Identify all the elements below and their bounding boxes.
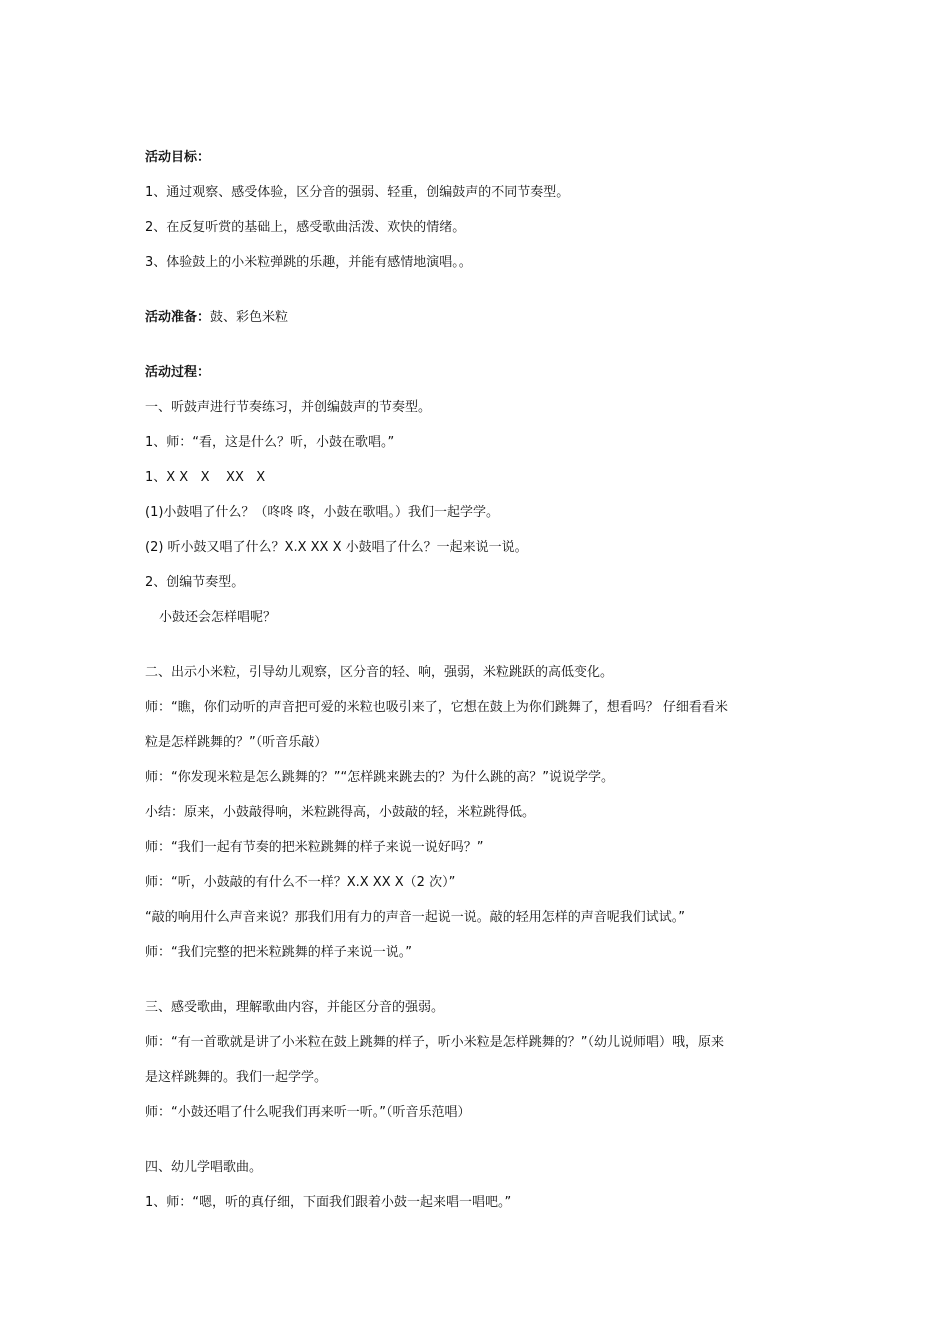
part2-line: 粒是怎样跳舞的？”（听音乐敲）	[145, 735, 328, 750]
goal-item-2: 2、在反复听赏的基础上，感受歌曲活泼、欢快的情绪。	[145, 220, 466, 235]
part2-line: 师：“瞧，你们动听的声音把可爱的米粒也吸引来了，它想在鼓上为你们跳舞了，想看吗？ 仔细看看米	[145, 700, 728, 715]
part1-line: (2) 听小鼓又唱了什么？X.X XX X 小鼓唱了什么？一起来说一说。	[145, 540, 528, 555]
prep-text: 鼓、彩色米粒	[210, 310, 289, 325]
part3-line: 是这样跳舞的。我们一起学学。	[145, 1070, 328, 1085]
prep-heading: 活动准备：	[145, 310, 211, 325]
part2-line: 师：“你发现米粒是怎么跳舞的？”“怎样跳来跳去的？为什么跳的高？”说说学学。	[145, 770, 614, 785]
process-heading: 活动过程：	[145, 365, 211, 380]
part2-line: 小结：原来，小鼓敲得响，米粒跳得高，小鼓敲的轻，米粒跳得低。	[145, 805, 536, 820]
part1-title: 一、听鼓声进行节奏练习，并创编鼓声的节奏型。	[145, 400, 432, 415]
part4-line: 1、师：“嗯，听的真仔细，下面我们跟着小鼓一起来唱一唱吧。”	[145, 1195, 512, 1210]
part1-line: 2、创编节奏型。	[145, 575, 245, 590]
goal-item-3: 3、体验鼓上的小米粒弹跳的乐趣，并能有感情地演唱。。	[145, 255, 472, 270]
document-page	[145, 148, 825, 1228]
part1-line: (1)小鼓唱了什么？（咚咚 咚，小鼓在歌唱。）我们一起学学。	[145, 505, 500, 520]
rhythm-line: 1、X X X XX X	[145, 470, 266, 485]
part2-line: “敲的响用什么声音来说？那我们用有力的声音一起说一说。敲的轻用怎样的声音呢我们试试。”	[145, 910, 685, 925]
part3-line: 师：“有一首歌就是讲了小米粒在鼓上跳舞的样子，听小米粒是怎样跳舞的？”（幼儿说师唱）哦，原来	[145, 1035, 724, 1050]
goals-heading: 活动目标：	[145, 150, 211, 165]
part2-title: 二、出示小米粒，引导幼儿观察，区分音的轻、响，强弱，米粒跳跃的高低变化。	[145, 665, 614, 680]
part3-line: 师：“小鼓还唱了什么呢我们再来听一听。”（听音乐范唱）	[145, 1105, 471, 1120]
part1-line: 1、师：“看，这是什么？听，小鼓在歌唱。”	[145, 435, 395, 450]
part1-line: 小鼓还会怎样唱呢？	[159, 610, 277, 625]
part2-line: 师：“听，小鼓敲的有什么不一样？X.X XX X（2 次）”	[145, 875, 456, 890]
part2-line: 师：“我们完整的把米粒跳舞的样子来说一说。”	[145, 945, 412, 960]
part2-line: 师：“我们一起有节奏的把米粒跳舞的样子来说一说好吗？”	[145, 840, 484, 855]
prep-line	[145, 308, 825, 328]
part4-title: 四、幼儿学唱歌曲。	[145, 1160, 263, 1175]
part3-title: 三、感受歌曲，理解歌曲内容，并能区分音的强弱。	[145, 1000, 445, 1015]
goal-item-1: 1、通过观察、感受体验，区分音的强弱、轻重，创编鼓声的不同节奏型。	[145, 185, 570, 200]
